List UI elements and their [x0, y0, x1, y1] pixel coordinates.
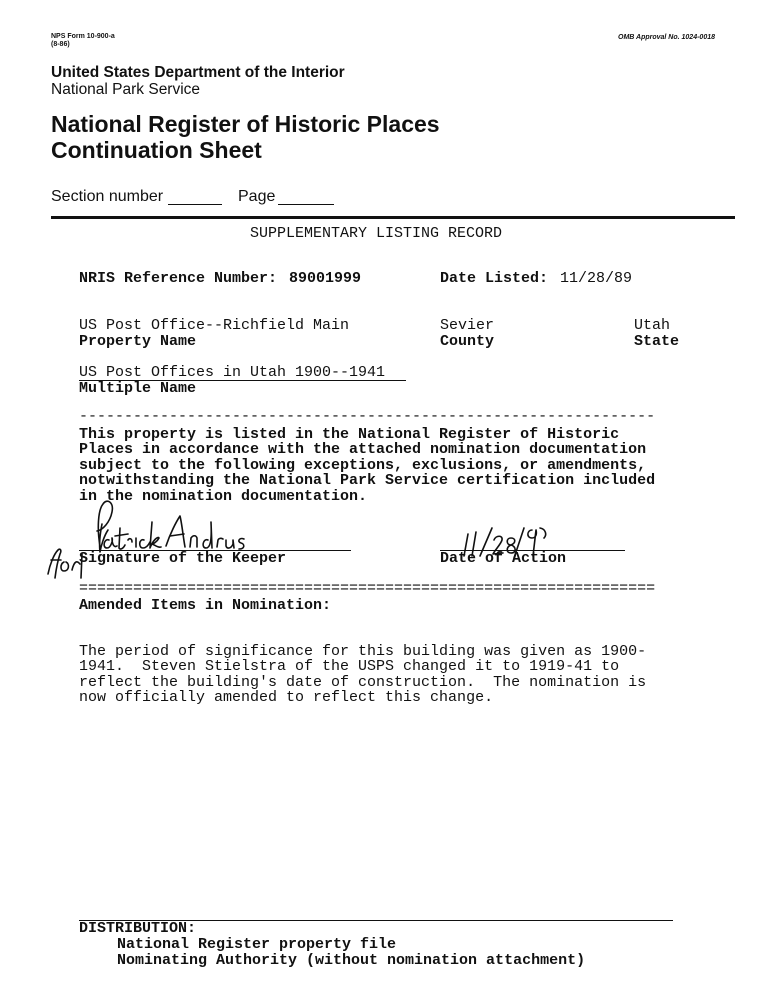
certification-line-4: notwithstanding the National Park Service certification included: [79, 472, 656, 489]
property-name-label: Property Name: [79, 333, 197, 350]
amendment-line-3: reflect the building's date of construction. The nomination is: [79, 674, 647, 691]
keeper-signature: [40, 494, 360, 584]
county-value: Sevier: [440, 317, 495, 334]
page-title: National Register of Historic Places: [51, 111, 440, 137]
header-divider: [51, 216, 735, 219]
date-listed-label: Date Listed:: [440, 270, 549, 287]
nris-value: 89001999: [289, 270, 362, 287]
amendment-line-2: 1941. Steven Stielstra of the USPS changed it to 1919-41 to: [79, 658, 620, 675]
distribution-item: Nominating Authority (without nomination attachment): [117, 952, 586, 969]
distribution-item: National Register property file: [117, 936, 397, 953]
certification-line-2: Places in accordance with the attached nomination documentation: [79, 441, 647, 458]
section-number-blank: [168, 204, 222, 205]
certification-line-1: This property is listed in the National Register of Historic: [79, 426, 620, 443]
department-name: United States Department of the Interior: [51, 64, 345, 81]
date-listed-value: 11/28/89: [560, 270, 633, 287]
record-heading: SUPPLEMENTARY LISTING RECORD: [250, 225, 503, 242]
state-label: State: [634, 333, 680, 350]
certification-line-3: subject to the following exceptions, exclusions, or amendments,: [79, 457, 647, 474]
multiple-name-label: Multiple Name: [79, 380, 197, 397]
omb-approval: OMB Approval No. 1024-0018: [618, 34, 715, 41]
amended-heading: Amended Items in Nomination:: [79, 597, 332, 614]
equals-separator: ================================================================: [79, 580, 656, 597]
certification-line-5: in the nomination documentation.: [79, 488, 368, 505]
section-number-label: Section number: [51, 188, 164, 205]
amendment-line-4: now officially amended to reflect this change.: [79, 689, 494, 706]
nris-label: NRIS Reference Number:: [79, 270, 278, 287]
page-number-blank: [278, 204, 334, 205]
form-number: NPS Form 10-900-a: [51, 33, 115, 40]
dash-separator: ----------------------------------------------------------------: [79, 408, 656, 425]
signature-label: Signature of the Keeper: [79, 550, 287, 567]
service-name: National Park Service: [51, 81, 201, 98]
county-label: County: [440, 333, 495, 350]
page-label: Page: [238, 188, 276, 205]
page-subtitle: Continuation Sheet: [51, 137, 262, 163]
multiple-name-value: US Post Offices in Utah 1900--1941: [79, 364, 386, 381]
date-action-label: Date of Action: [440, 550, 567, 567]
amendment-line-1: The period of significance for this building was given as 1900-: [79, 643, 647, 660]
form-date: (8-86): [51, 41, 70, 48]
state-value: Utah: [634, 317, 671, 334]
distribution-heading: DISTRIBUTION:: [79, 920, 197, 937]
property-name-value: US Post Office--Richfield Main: [79, 317, 350, 334]
